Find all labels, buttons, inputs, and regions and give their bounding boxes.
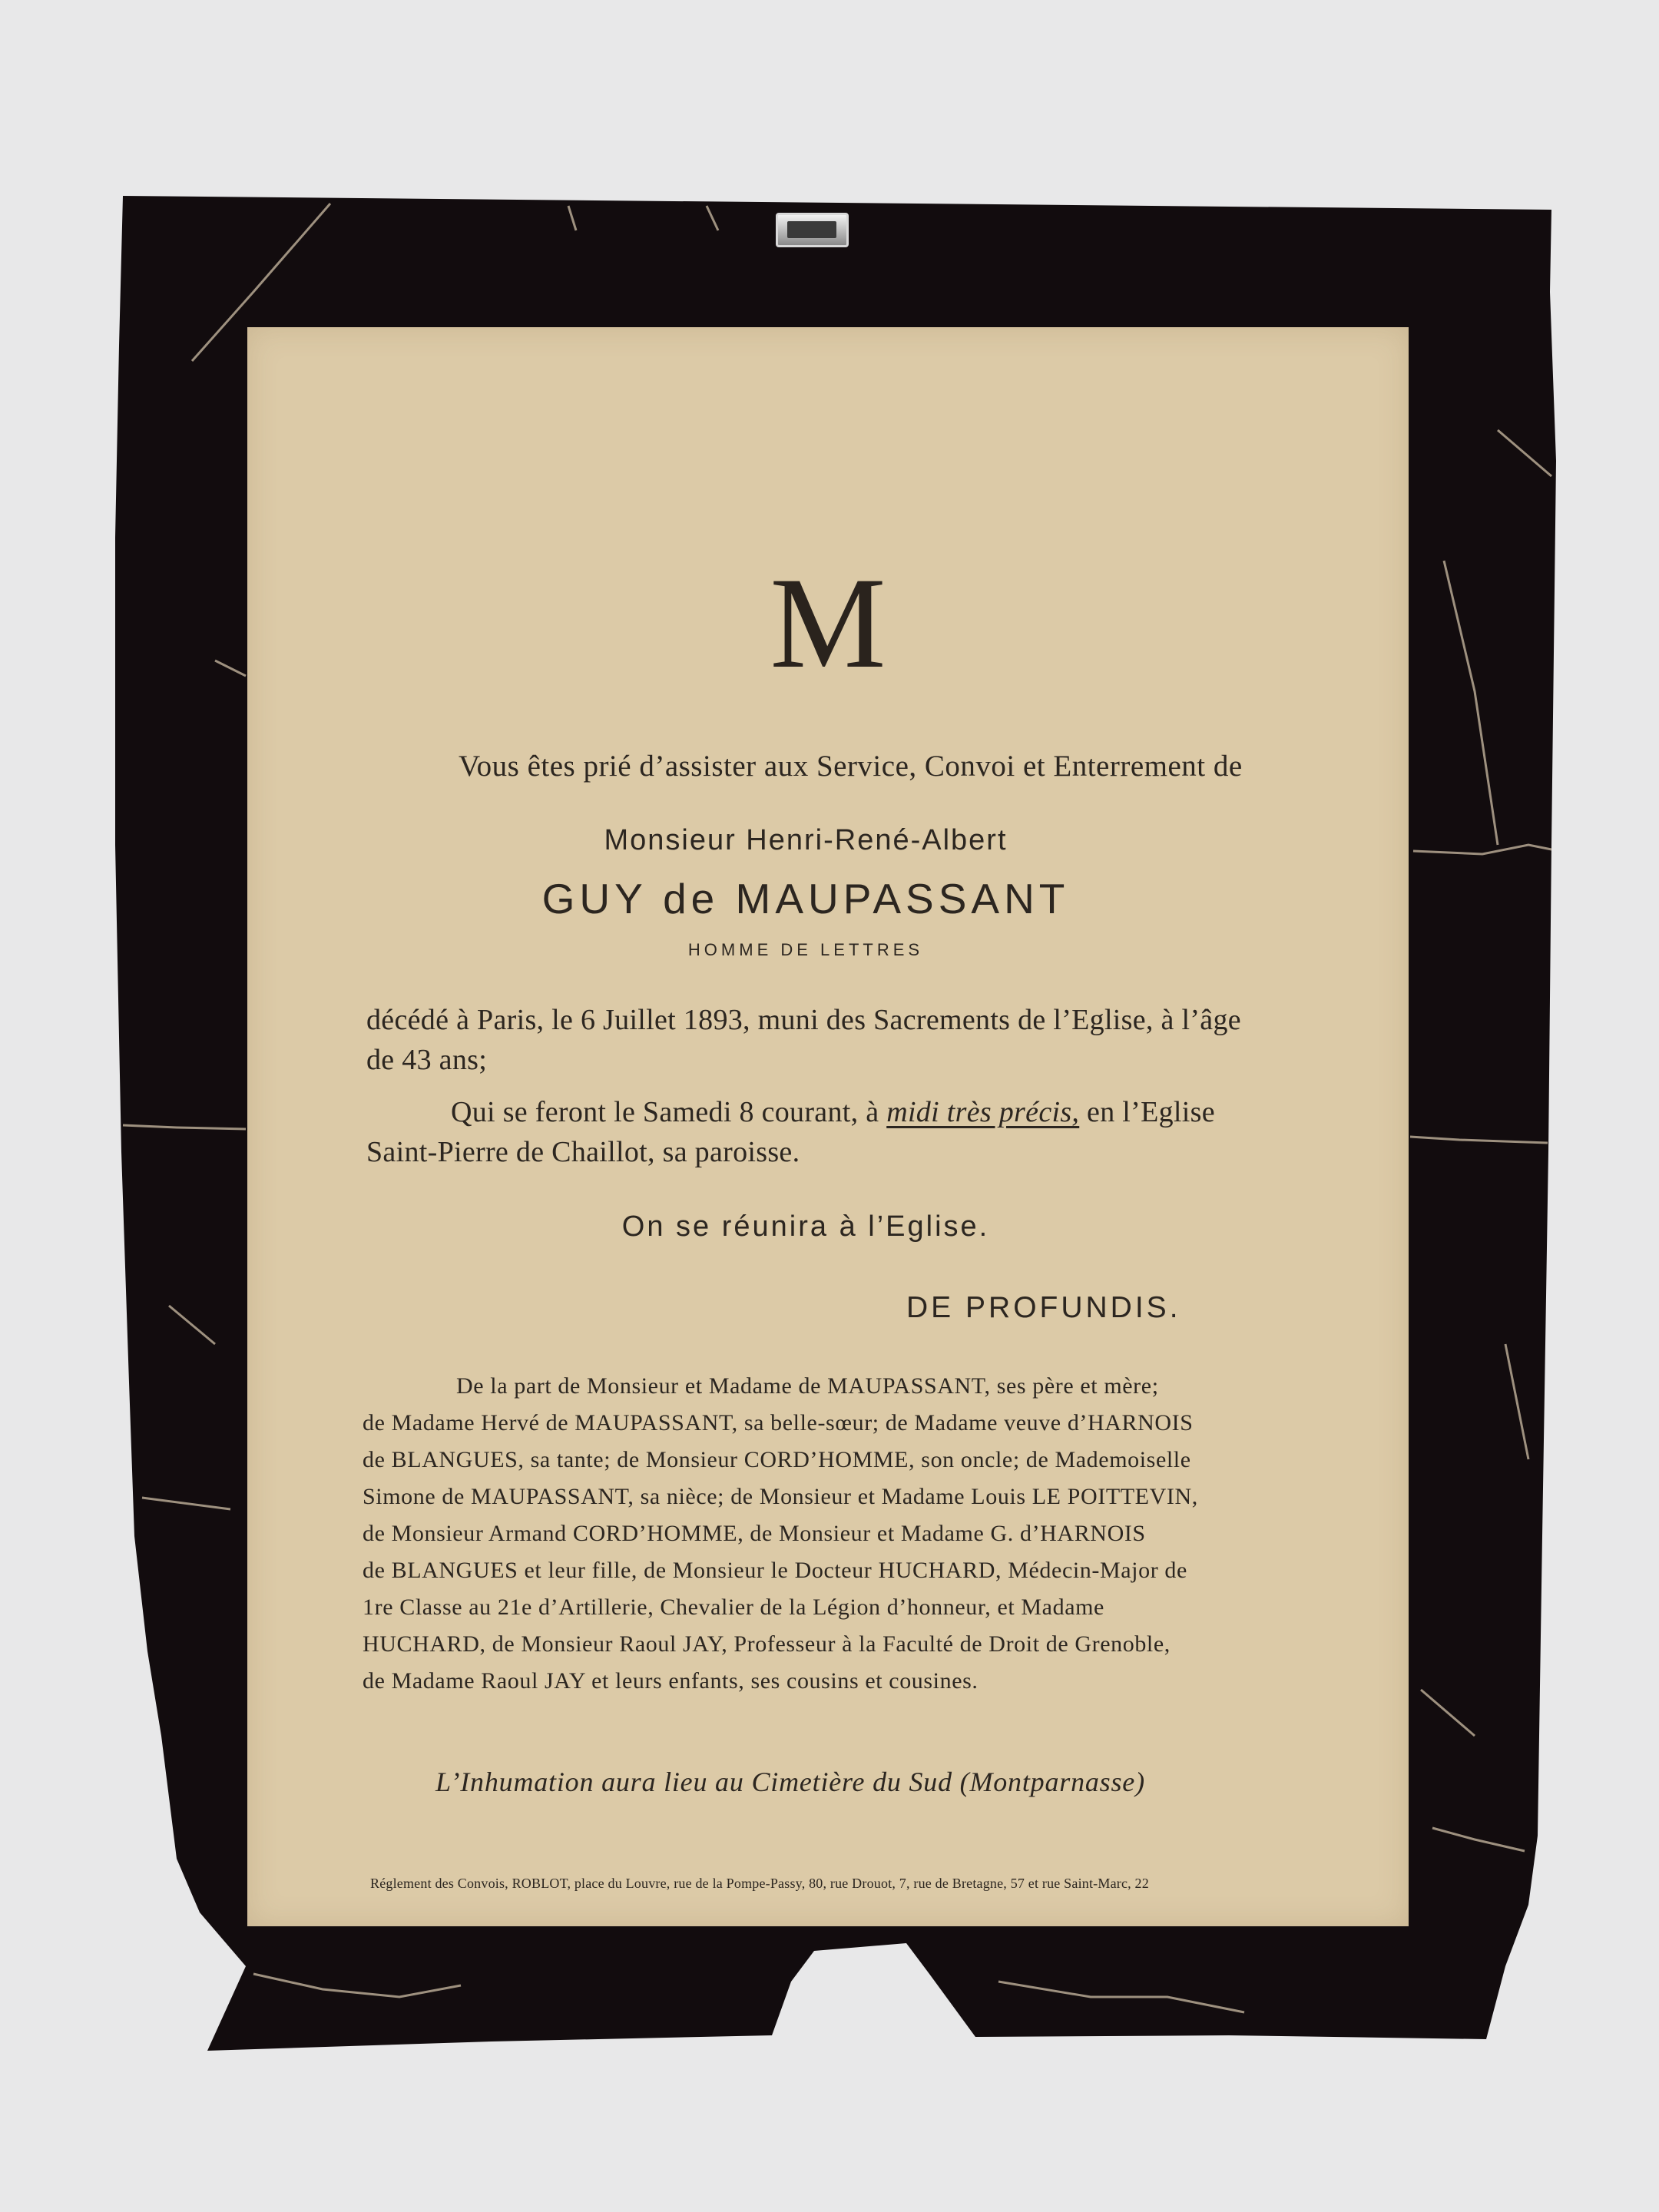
family-line: de BLANGUES, sa tante; de Monsieur CORD’HOMME, son oncle; de Mademoiselle — [363, 1447, 1191, 1472]
service-text-b: en l’Eglise — [1079, 1096, 1215, 1128]
occupation: HOMME DE LETTRES — [687, 940, 924, 959]
service-text-a: Qui se feront le Samedi 8 courant, à — [451, 1096, 887, 1128]
family-line: de Madame Raoul JAY et leurs enfants, ses cousins et cousines. — [363, 1668, 979, 1694]
death-details-line-1: décédé à Paris, le 6 Juillet 1893, muni des Sacrements de l’Eglise, à l’âge — [366, 1004, 1241, 1036]
family-line: Simone de MAUPASSANT, sa nièce; de Monsieur et Madame Louis LE POITTEVIN, — [363, 1484, 1198, 1509]
burial-line: L’Inhumation aura lieu au Cimetière du Sud (Montparnasse) — [435, 1767, 1145, 1797]
family-line: de Monsieur Armand CORD’HOMME, de Monsieur et Madame G. d’HARNOIS — [363, 1521, 1146, 1546]
metal-clip — [776, 213, 849, 247]
prayer-line: DE PROFUNDIS. — [906, 1291, 1181, 1324]
service-details-line-1 — [451, 1095, 1215, 1129]
printer-credit: Réglement des Convois, ROBLOT, place du Louvre, rue de la Pompe-Passy, 80, rue Drouot, 7, rue de Bretagne, 57 et rue Saint-Marc, 22 — [370, 1876, 1149, 1891]
family-line: de Madame Hervé de MAUPASSANT, sa belle-sœur; de Madame veuve d’HARNOIS — [363, 1410, 1194, 1435]
monogram: M — [770, 551, 886, 695]
family-line: HUCHARD, de Monsieur Raoul JAY, Professeur à la Faculté de Droit de Grenoble, — [363, 1631, 1171, 1657]
deceased-name: GUY de MAUPASSANT — [541, 875, 1070, 922]
family-line: 1re Classe au 21e d’Artillerie, Chevalier de la Légion d’honneur, et Madame — [363, 1594, 1104, 1620]
gathering-line: On se réunira à l’Eglise. — [621, 1210, 990, 1243]
funeral-notice — [247, 327, 1409, 1926]
death-details-line-2: de 43 ans; — [366, 1044, 488, 1076]
family-line: De la part de Monsieur et Madame de MAUPASSANT, ses père et mère; — [456, 1373, 1159, 1399]
invitation-line: Vous êtes prié d’assister aux Service, Convoi et Enterrement de — [459, 750, 1243, 783]
family-line: de BLANGUES et leur fille, de Monsieur le Docteur HUCHARD, Médecin-Major de — [363, 1558, 1187, 1583]
service-time: midi très précis, — [886, 1096, 1080, 1128]
title-line: Monsieur Henri-René-Albert — [604, 824, 1008, 856]
service-details-line-2: Saint-Pierre de Chaillot, sa paroisse. — [366, 1136, 800, 1168]
